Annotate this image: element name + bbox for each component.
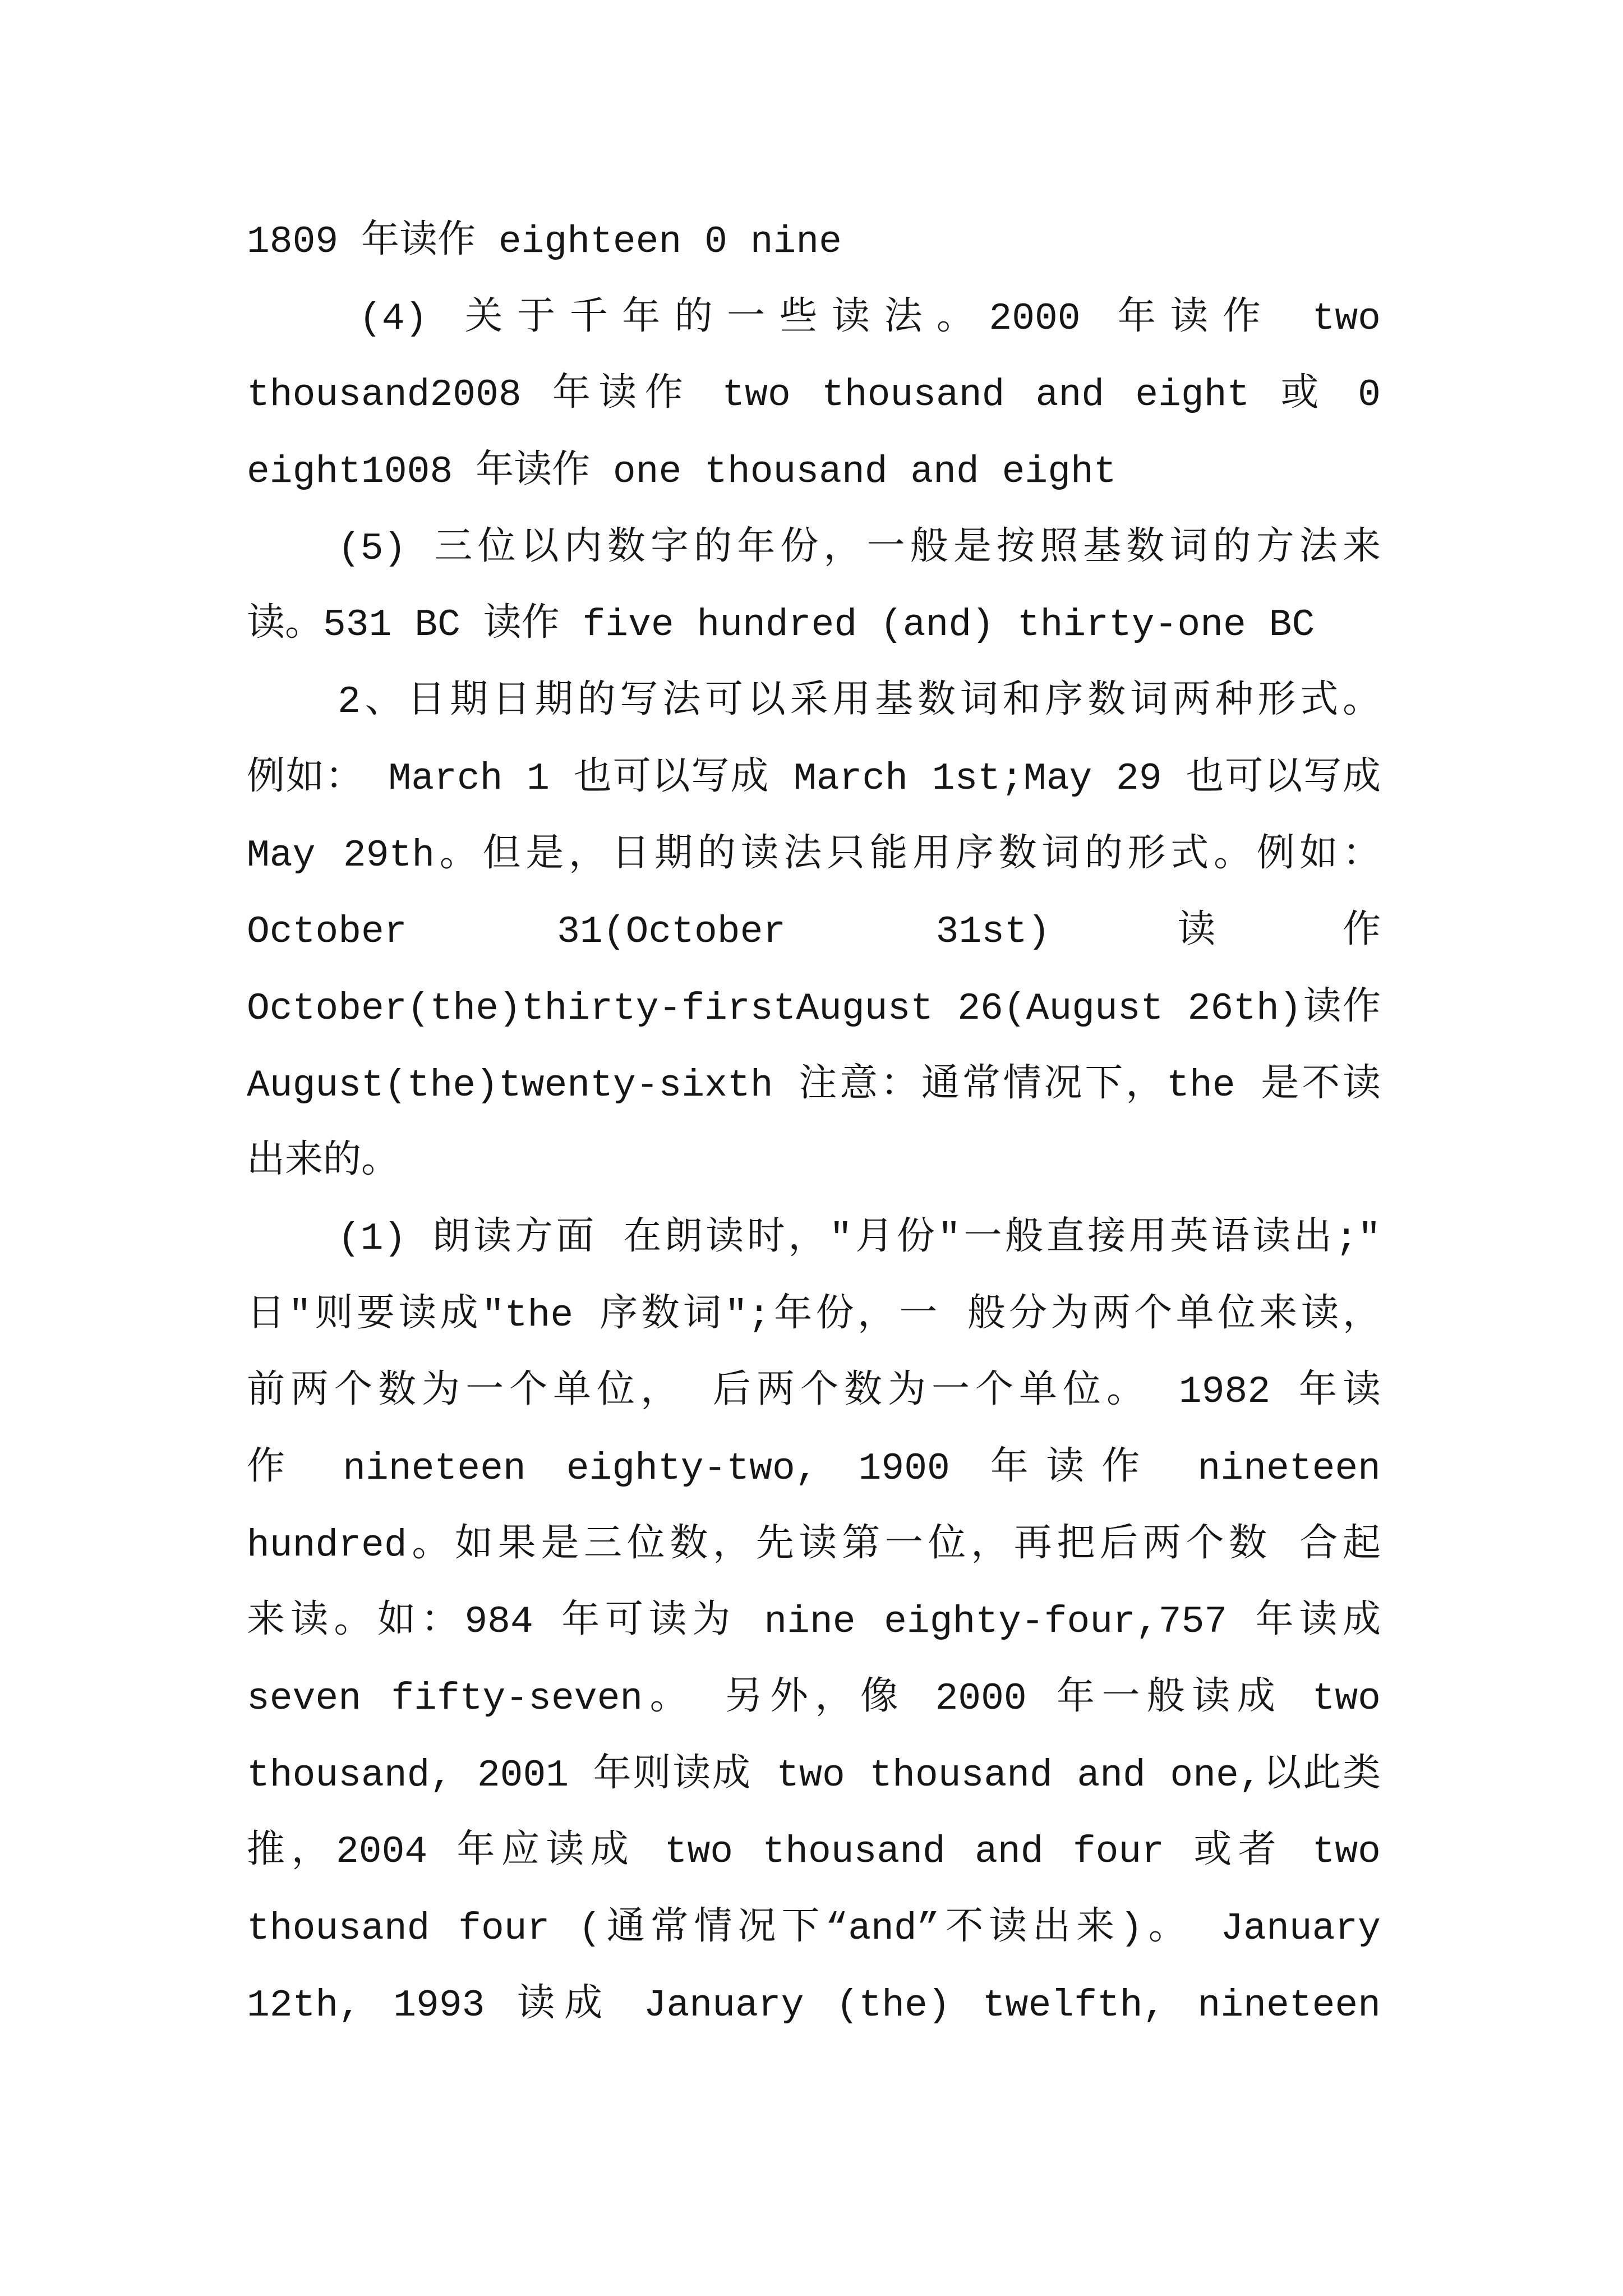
text-line: 读。531 BC 读作 five hundred (and) thirty-one BC (247, 604, 1315, 647)
text-line: 作 nineteen eighty-two, 1900 年读作 nineteen (247, 1447, 1381, 1490)
text-line: thousand2008 年读作 two thousand and eight 或 0 (247, 374, 1381, 417)
text-line: (1) 朗读方面 在朗读时，"月份"一般直接用英语读出;" (338, 1217, 1381, 1260)
text-line: 1809 年读作 eighteen 0 nine (247, 220, 842, 264)
text-line: thousand four (通常情况下“and”不读出来)。 January (247, 1907, 1381, 1951)
text-line: 12th, 1993 读成 January (the) twelfth, nineteen (247, 1984, 1381, 2027)
body-text (247, 204, 1381, 2045)
paragraph (247, 1201, 1381, 2045)
text-line: 日"则要读成"the 序数词";年份，一 般分为两个单位来读， (247, 1294, 1381, 1337)
text-line: August(the)twenty-sixth 注意：通常情况下，the 是不读 (247, 1064, 1381, 1107)
paragraph (247, 664, 1381, 1201)
paragraph (247, 204, 1381, 281)
text-line: 出来的。 (247, 1140, 400, 1184)
paragraph (247, 511, 1381, 664)
text-line: seven fifty-seven。 另外，像 2000 年一般读成 two (247, 1677, 1381, 1721)
text-line: October 31(October 31st)读作 (247, 910, 1381, 954)
text-line: 来读。如：984 年可读为 nine eighty-four,757 年读成 (247, 1600, 1381, 1644)
text-line: 前两个数为一个单位， 后两个数为一个单位。 1982 年读 (247, 1370, 1381, 1414)
text-line: thousand, 2001 年则读成 two thousand and one,以此类 (247, 1754, 1381, 1797)
text-line: (4) 关于千年的一些读法。2000 年读作 two (359, 297, 1381, 341)
text-line: hundred。如果是三位数，先读第一位，再把后两个数 合起 (247, 1524, 1381, 1567)
text-line: (5) 三位以内数字的年份，一般是按照基数词的方法来 (338, 527, 1381, 570)
text-line: May 29th。但是，日期的读法只能用序数词的形式。例如： (247, 834, 1381, 877)
text-line: 2、日期日期的写法可以采用基数词和序数词两种形式。 (338, 680, 1381, 724)
text-line: 例如： March 1 也可以写成 March 1st;May 29 也可以写成 (247, 757, 1381, 800)
text-line: October(the)thirty-firstAugust 26(August 26th)读作 (247, 987, 1381, 1030)
text-line: 推，2004 年应读成 two thousand and four 或者 two (247, 1830, 1381, 1874)
text-line: eight1008 年读作 one thousand and eight (247, 450, 1117, 494)
paragraph (247, 281, 1381, 511)
